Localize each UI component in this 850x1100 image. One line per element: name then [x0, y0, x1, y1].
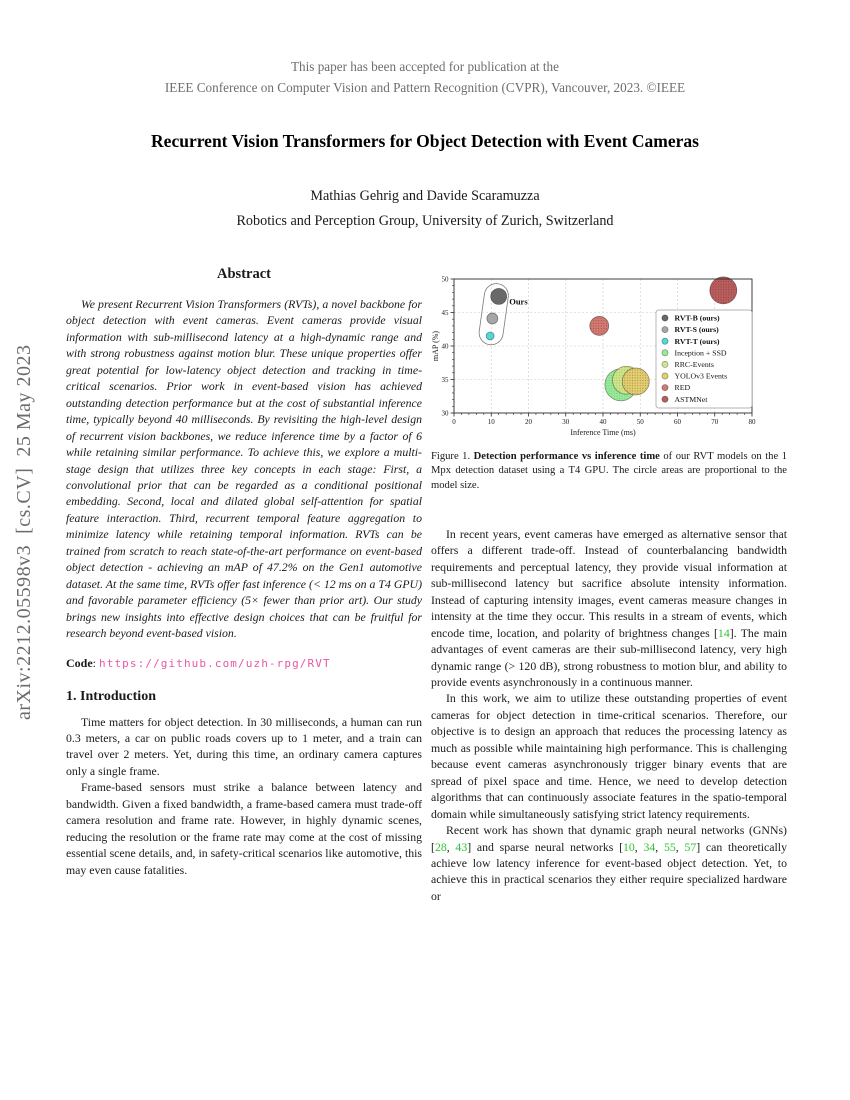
abstract-body: We present Recurrent Vision Transformers (RVTs), a novel backbone for object detection with event cameras. Event cameras provide visual information with sub-millisecond latency at a high-dynamic range and with strong robustness against motion blur. These unique properties offer great potential for low-latency object detection and tracking in time-critical scenarios. Prior work in event-based vision has achieved outstanding detection performance but at the cost of substantial inference time, typically beyond 40 milliseconds. By revisiting the high-level design of recurrent vision backbones, we reduce inference time by a factor of 6 while retaining similar performance. To achieve this, we explore a multi-stage design that utilizes three key concepts in each stage: First, a convolutional prior that can be regarded as a conditional positional embedding. Second, local and dilated global self-attention for spatial feature interaction. Third, recurrent temporal feature aggregation to minimize latency while retaining temporal information. RVTs can be trained from scratch to reach state-of-the-art performance on event-based object detection - achieving an mAP of 47.2% on the Gen1 automotive dataset. At the same time, RVTs offer fast inference (< 12 ms on a T4 GPU) and favorable parameter efficiency (5× fewer than prior art). Our study brings new insights into effective design choices that can be fruitful for research beyond event-based vision. — [66, 297, 422, 641]
svg-text:60: 60 — [674, 418, 681, 426]
legend-label: RRC-Events — [674, 360, 714, 369]
acceptance-note-line2: IEEE Conference on Computer Vision and Pattern Recognition (CVPR), Vancouver, 2023. ©IEEE — [164, 80, 686, 95]
intro-paragraph-1: Time matters for object detection. In 30 milliseconds, a human can run 0.3 meters, a car on public roads covers up to 1 meter, and a train can travel over 2 meters. Yet, during this time, an ordinary camera captures only a single frame. — [66, 714, 422, 778]
svg-text:45: 45 — [441, 308, 449, 317]
svg-text:80: 80 — [748, 418, 756, 426]
svg-text:20: 20 — [525, 418, 532, 426]
text-segment: Recent work has shown that dynamic graph neural networks (GNNs) [ — [431, 823, 787, 854]
citation-link[interactable]: 34 — [643, 839, 656, 854]
code-colon: : — [92, 655, 100, 670]
chart-point-rvt-t-ours- — [486, 332, 494, 340]
affiliation: Robotics and Perception Group, University of Zurich, Switzerland — [236, 213, 614, 229]
abstract-heading: Abstract — [217, 266, 271, 282]
legend-marker — [662, 385, 668, 391]
citation-link[interactable]: 55 — [663, 839, 676, 854]
y-axis-label: mAP (%) — [431, 330, 440, 362]
svg-text:50: 50 — [441, 275, 449, 284]
legend-marker — [662, 396, 668, 402]
x-axis-label: Inference Time (ms) — [570, 428, 636, 437]
acceptance-note-line1: This paper has been accepted for publication at the — [290, 59, 560, 74]
text-segment: , — [655, 839, 664, 854]
body-paragraph-2: In this work, we aim to utilize these outstanding properties of event cameras for object detection in time-critical scenarios. Therefore, our objective is to design an approach that reduces the processing latency as much as possible while maintaining high performance. This is challenging because event cameras asynchronously trigger binary events that are spread of pixel space and time. Hence, we need to develop detection algorithms that can continuously associate features in the spatio-temporal domain while simultaneously satisfying strict latency requirements. — [431, 691, 787, 821]
text-segment: ] and sparse neural networks [ — [467, 839, 623, 854]
body-paragraph-3 — [431, 822, 787, 904]
legend-label: RVT-T (ours) — [674, 336, 720, 346]
legend-marker — [662, 327, 668, 333]
body-paragraph-1 — [431, 526, 787, 691]
left-column — [66, 266, 422, 878]
text-segment: , — [675, 839, 685, 854]
figure-caption — [431, 450, 787, 493]
scatter-plot — [431, 270, 787, 442]
chart-point-rvt-b-ours- — [491, 288, 507, 304]
citation-link[interactable]: 10 — [623, 839, 635, 854]
text-segment: ] can theoretically achieve low latency inference for event-based object detection. Yet, to achieve this in practical scenarios they either require specialized hardware or — [431, 839, 787, 903]
legend-marker — [662, 338, 668, 344]
legend-marker — [662, 315, 668, 321]
legend-marker — [662, 361, 668, 367]
paper-title: Recurrent Vision Transformers for Object Detection with Event Cameras — [151, 131, 699, 151]
ours-annotation: Ours — [509, 296, 528, 307]
authors: Mathias Gehrig and Davide Scaramuzza — [310, 188, 540, 204]
svg-text:35: 35 — [441, 375, 449, 384]
figure-caption-bold: Detection performance vs inference time — [473, 451, 660, 462]
citation-link[interactable]: 28 — [434, 839, 447, 854]
svg-text:40: 40 — [599, 418, 607, 426]
arxiv-watermark: arXiv:2212.05598v3 [cs.CV] 25 May 2023 — [13, 344, 35, 720]
legend-label: RVT-S (ours) — [674, 325, 719, 335]
citation-link[interactable]: 57 — [684, 839, 697, 854]
citation-link[interactable]: 14 — [717, 625, 730, 640]
legend-marker — [662, 350, 668, 356]
svg-text:10: 10 — [487, 418, 495, 426]
svg-text:0: 0 — [452, 418, 456, 426]
legend-label: ASTMNet — [674, 394, 708, 404]
text-segment: In recent years, event cameras have emerged as alternative sensor that offers a different trade-off. Instead of counterbalancing bandwidth requirements and perceptual latency, they provide visual information at sub-millisecond latency but sacrifice absolute intensity information. Instead of capturing intensity images, event cameras measure changes in intensity at the time they occur. This results in a stream of events, which encode time, location, and polarity of brightness changes [ — [431, 526, 787, 640]
text-segment: , — [446, 839, 456, 854]
text-segment: ]. The main advantages of event cameras are their sub-millisecond latency, very high dynamic range (> 120 dB), strong robustness to motion blur, and ability to provide events asynchronously in a continuous manner. — [431, 625, 787, 689]
figure-caption-rest: of our RVT models on the 1 Mpx detection dataset using a T4 GPU. The circle areas are proportional to the model size. — [431, 451, 787, 491]
figure-caption-label: Figure 1. — [431, 451, 474, 462]
right-column — [431, 270, 787, 904]
code-url-link[interactable]: https://github.com/uzh-rpg/RVT — [99, 656, 331, 670]
svg-text:40: 40 — [441, 342, 449, 351]
text-segment: , — [634, 839, 644, 854]
legend-label: RVT-B (ours) — [674, 313, 720, 323]
code-label: Code — [66, 655, 93, 670]
figure-1-chart — [431, 270, 787, 442]
svg-text:30: 30 — [562, 418, 570, 426]
citation-link[interactable]: 43 — [455, 839, 468, 854]
legend-marker — [662, 373, 668, 379]
code-line — [66, 656, 422, 671]
legend-label: Inception + SSD — [674, 348, 727, 358]
chart-legend — [656, 310, 752, 408]
svg-text:30: 30 — [441, 409, 449, 418]
legend-label: YOLOv3 Events — [674, 371, 728, 381]
intro-paragraph-2: Frame-based sensors must strike a balance between latency and bandwidth. Given a fixed bandwidth, a frame-based camera must trade-off camera resolution and frame rate. However, in highly dynamic scenes, reducing the resolution or the frame rate may come at the cost of missing essential scene details, and, in safety-critical scenarios like automotive, this may even cause fatalities. — [66, 780, 422, 877]
legend-label: RED — [674, 383, 691, 393]
svg-text:50: 50 — [636, 418, 644, 426]
intro-heading: 1. Introduction — [66, 688, 156, 704]
svg-text:70: 70 — [711, 418, 719, 426]
chart-point-rvt-s-ours- — [487, 313, 498, 324]
